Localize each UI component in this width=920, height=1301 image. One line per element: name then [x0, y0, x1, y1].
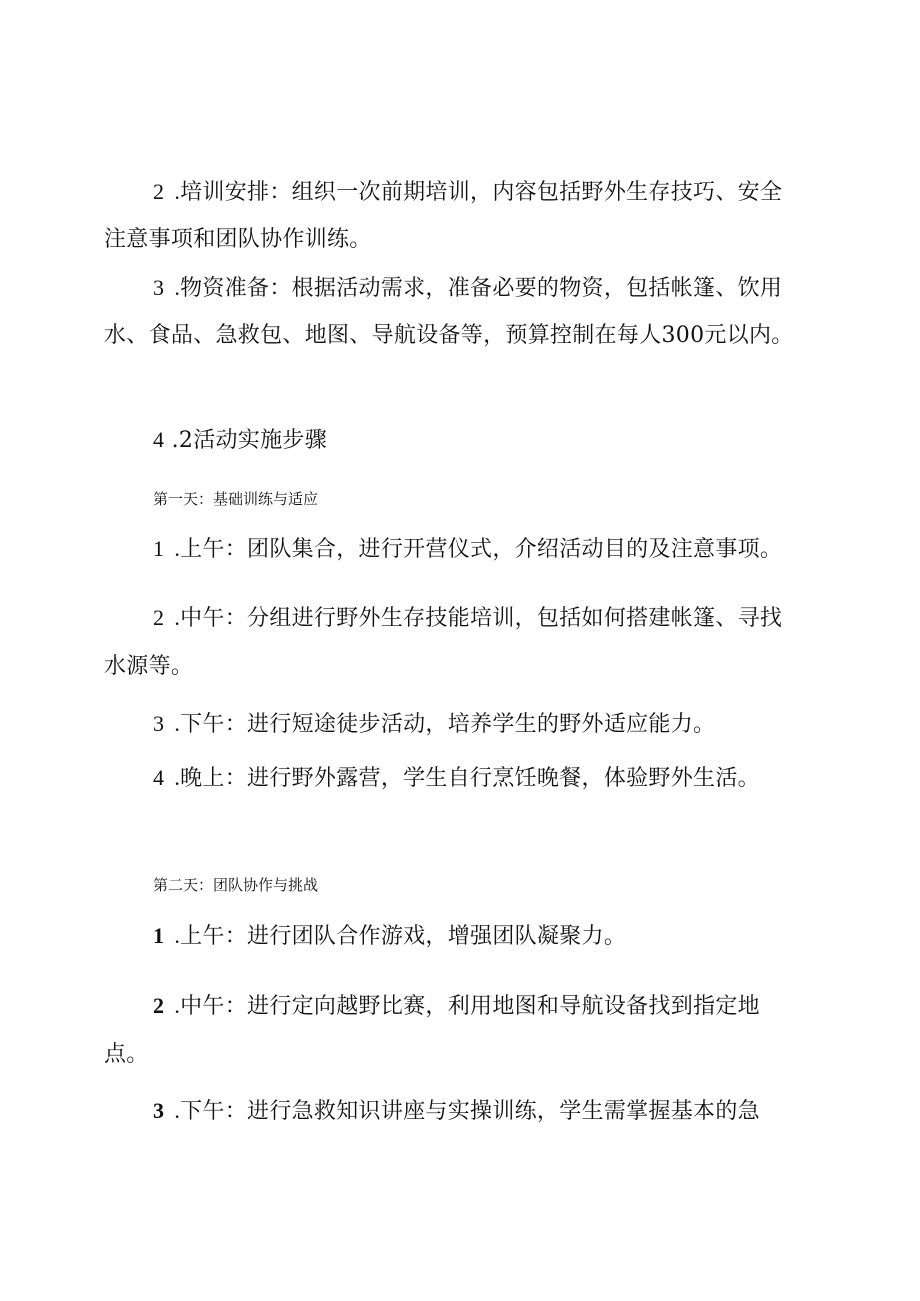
day1-item-1: 1 .上午：团队集合，进行开营仪式，介绍活动目的及注意事项。 [153, 536, 783, 562]
prep-item-3-number: 3 [153, 275, 165, 300]
day1-item-3: 3 .下午：进行短途徒步活动，培养学生的野外适应能力。 [153, 711, 716, 737]
day2-item-3: 3 .下午：进行急救知识讲座与实操训练，学生需掌握基本的急 [153, 1098, 760, 1124]
section-heading-text: .2活动实施步骤 [171, 428, 327, 453]
section-heading-number: 4 [153, 427, 165, 452]
day1-item-2-line2: 水源等。 [104, 654, 194, 679]
prep-item-3-line2: 水、食品、急救包、地图、导航设备等，预算控制在每人300元以内。 [104, 323, 794, 348]
prep-item-2-text: 培训安排：组织一次前期培训，内容包括野外生存技巧、安全 [180, 180, 783, 205]
day2-title: 第二天：团队协作与挑战 [153, 876, 319, 894]
section-heading [153, 429, 327, 452]
prep-item-3-line1: 3 .物资准备：根据活动需求，准备必要的物资，包括帐篷、饮用 [153, 275, 783, 301]
day1-item-4: 4 .晚上：进行野外露营，学生自行烹饪晚餐，体验野外生活。 [153, 765, 760, 791]
day1-item-2: 2 .中午：分组进行野外生存技能培训，包括如何搭建帐篷、寻找 [153, 605, 783, 631]
prep-item-2-line2: 注意事项和团队协作训练。 [104, 227, 372, 252]
day2-item-1: 1 .上午：进行团队合作游戏，增强团队凝聚力。 [153, 923, 627, 949]
day2-item-2-line2: 点。 [104, 1042, 149, 1067]
prep-item-2-line1: 2 .培训安排：组织一次前期培训，内容包括野外生存技巧、安全 [153, 179, 783, 205]
prep-item-2-number: 2 [153, 179, 165, 204]
prep-item-3-text: 物资准备：根据活动需求，准备必要的物资，包括帐篷、饮用 [180, 276, 783, 301]
day1-title: 第一天：基础训练与适应 [153, 490, 319, 508]
day2-item-2: 2 .中午：进行定向越野比赛，利用地图和导航设备找到指定地 [153, 993, 760, 1019]
